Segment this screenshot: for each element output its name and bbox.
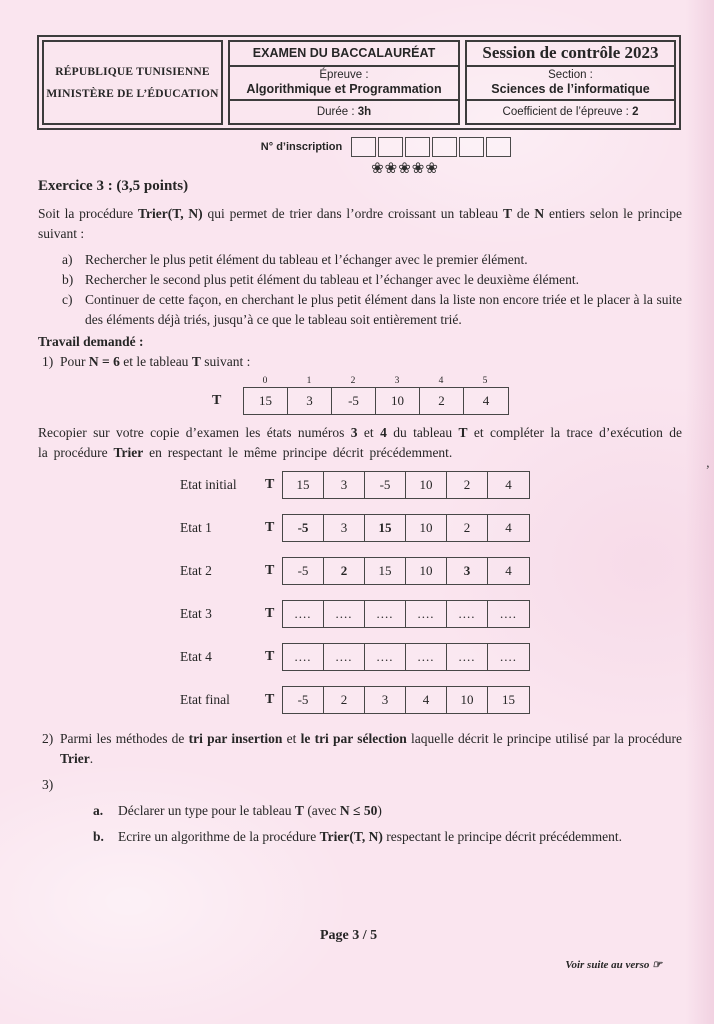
trace-row xyxy=(180,514,682,542)
trace-table xyxy=(38,471,682,714)
trace-row xyxy=(180,643,682,671)
principle-item-marker: b) xyxy=(62,272,74,287)
question-3-marker: 3) xyxy=(42,777,54,792)
principle-item xyxy=(62,270,682,290)
header-exam-cell xyxy=(228,40,460,125)
trace-cell: -5 xyxy=(283,515,324,541)
question-2 xyxy=(38,729,682,769)
trace-cell: 10 xyxy=(447,687,488,713)
array-index: 4 xyxy=(438,376,444,386)
array-t-label: T xyxy=(212,393,222,408)
question-2-marker: 2) xyxy=(42,731,54,746)
trace-cell: 4 xyxy=(505,563,512,578)
trace-row-strip xyxy=(282,471,530,499)
verso-note xyxy=(565,958,662,971)
trace-row xyxy=(180,557,682,585)
question-1-marker: 1) xyxy=(42,354,54,369)
principle-item-text: Rechercher le second plus petit élément du tableau et l’échanger avec le deuxième élément. xyxy=(85,272,580,287)
trace-cell: .... xyxy=(283,644,324,670)
trace-row-t-label: T xyxy=(265,520,275,535)
principle-item-marker: a) xyxy=(62,252,73,267)
trace-row-t-label: T xyxy=(265,649,275,664)
question-3a-marker: a. xyxy=(93,803,104,818)
trace-row xyxy=(180,600,682,628)
principle-item-text: Continuer de cette façon, en cherchant le plus petit élément dans la liste non encore triée et le placer à la suite des éléments déjà triés, jusqu’à ce que le tableau soit entièrement trié. xyxy=(85,292,682,327)
trace-cell: .... xyxy=(406,601,447,627)
exercise-body xyxy=(38,176,682,847)
trace-cell: 3 xyxy=(447,558,488,584)
epreuve-value: Algorithmique et Programmation xyxy=(246,81,442,96)
inscription-row xyxy=(0,137,714,157)
recopier-paragraph: Recopier sur votre copie d’examen les états numéros 3 et 4 du tableau T et compléter la trace d’exécution de la procédure Trier en respectant le même principe décrit précédemment. xyxy=(38,425,682,460)
principle-item xyxy=(62,250,682,270)
trace-row-label: Etat final xyxy=(180,692,230,707)
trace-cell: 10 xyxy=(406,558,447,584)
inscription-label: N° d’inscription xyxy=(260,141,343,153)
question-1 xyxy=(38,352,682,372)
trace-row-strip xyxy=(282,557,530,585)
republic-label: RÉPUBLIQUE TUNISIENNE xyxy=(55,65,210,78)
trace-row xyxy=(180,471,682,499)
inscription-boxes xyxy=(351,137,511,157)
array-cell: 10 xyxy=(376,388,420,414)
trace-cell: 2 xyxy=(324,687,365,713)
trace-cell: 10 xyxy=(406,515,447,541)
question-3a xyxy=(93,801,682,821)
trace-cell: 3 xyxy=(324,472,365,498)
trace-cell: .... xyxy=(500,606,517,621)
array-t-table xyxy=(212,376,682,415)
array-index: 2 xyxy=(350,376,356,386)
duree-row xyxy=(230,101,458,124)
array-index: 1 xyxy=(306,376,312,386)
array-cell: 15 xyxy=(244,388,288,414)
trace-cell: 4 xyxy=(406,687,447,713)
session-row xyxy=(467,42,674,67)
inscription-box xyxy=(378,137,403,157)
trace-cell: 10 xyxy=(406,472,447,498)
array-index: 0 xyxy=(262,376,268,386)
trace-cell: 3 xyxy=(324,515,365,541)
array-cell: -5 xyxy=(332,388,376,414)
trace-row-label: Etat 2 xyxy=(180,563,212,578)
pointing-hand-icon: ☞ xyxy=(652,959,662,971)
trace-cell: .... xyxy=(447,601,488,627)
trace-cell: .... xyxy=(365,601,406,627)
inscription-box xyxy=(432,137,457,157)
array-index-row xyxy=(243,376,682,387)
travail-heading: Travail demandé : xyxy=(38,334,144,349)
trace-row-label: Etat 1 xyxy=(180,520,212,535)
trace-row-label: Etat 4 xyxy=(180,649,212,664)
trace-cell: 15 xyxy=(365,515,406,541)
question-3b xyxy=(93,827,682,847)
trace-row-strip xyxy=(282,643,530,671)
section-value: Sciences de l’informatique xyxy=(491,81,650,96)
trace-cell: 4 xyxy=(505,520,512,535)
array-index: 5 xyxy=(482,376,488,386)
trace-row-t-label: T xyxy=(265,563,275,578)
trace-cell: -5 xyxy=(283,558,324,584)
question-2-text: Parmi les méthodes de tri par insertion et le tri par sélection laquelle décrit le principe utilisé par la procédure Trier. xyxy=(60,731,682,766)
trace-cell: -5 xyxy=(365,472,406,498)
principle-list xyxy=(38,250,682,330)
trace-row-t-label: T xyxy=(265,606,275,621)
question-3b-text: Ecrire un algorithme de la procédure Trier(T, N) respectant le principe décrit précédemment. xyxy=(118,829,623,844)
principle-item xyxy=(62,290,682,330)
page-number: Page 3 / 5 xyxy=(320,928,378,943)
intro-paragraph: Soit la procédure Trier(T, N) qui permet de trier dans l’ordre croissant un tableau T de N entiers selon le principe suivant : xyxy=(38,206,682,241)
trace-cell: 15 xyxy=(365,558,406,584)
trace-cell: .... xyxy=(365,644,406,670)
principle-item-marker: c) xyxy=(62,292,73,307)
epreuve-label: Épreuve : xyxy=(319,68,369,81)
trace-cell: .... xyxy=(447,644,488,670)
session-title: Session de contrôle 2023 xyxy=(482,43,659,63)
trace-row-strip xyxy=(282,686,530,714)
array-cell: 2 xyxy=(420,388,464,414)
header-table xyxy=(37,35,681,130)
question-3b-marker: b. xyxy=(93,829,104,844)
trace-cell: 15 xyxy=(502,692,515,707)
epreuve-row xyxy=(230,67,458,101)
trace-row xyxy=(180,686,682,714)
trace-row-t-label: T xyxy=(265,477,275,492)
trace-cell: .... xyxy=(283,601,324,627)
trace-cell: .... xyxy=(500,649,517,664)
question-3a-text: Déclarer un type pour le tableau T (avec N ≤ 50) xyxy=(118,803,382,818)
duree-value: Durée : 3h xyxy=(316,105,372,118)
trace-cell: .... xyxy=(406,644,447,670)
trace-cell: .... xyxy=(324,601,365,627)
trace-row-t-label: T xyxy=(265,692,275,707)
trace-cell: 2 xyxy=(447,515,488,541)
coefficient-row xyxy=(467,101,674,124)
trace-row-label: Etat initial xyxy=(180,477,237,492)
array-index: 3 xyxy=(394,376,400,386)
exam-title-row xyxy=(230,42,458,67)
trace-row-strip xyxy=(282,600,530,628)
section-row xyxy=(467,67,674,101)
inscription-box xyxy=(351,137,376,157)
flower-ornament-icon: ❀❀❀❀❀ xyxy=(371,161,439,177)
inscription-box xyxy=(459,137,484,157)
trace-row-label: Etat 3 xyxy=(180,606,212,621)
header-session-cell xyxy=(465,40,676,125)
exam-title: EXAMEN DU BACCALAURÉAT xyxy=(252,46,436,61)
principle-item-text: Rechercher le plus petit élément du tableau et l’échanger avec le premier élément. xyxy=(85,252,528,267)
ministry-label: MINISTÈRE DE L’ÉDUCATION xyxy=(46,87,219,100)
section-label: Section : xyxy=(548,68,593,81)
array-values-strip xyxy=(243,387,509,415)
trace-cell: -5 xyxy=(283,687,324,713)
trace-cell: .... xyxy=(324,644,365,670)
trace-cell: 2 xyxy=(447,472,488,498)
header-ministry-cell xyxy=(42,40,223,125)
verso-text: Voir suite au verso xyxy=(565,959,650,971)
inscription-box xyxy=(486,137,511,157)
trace-cell: 15 xyxy=(283,472,324,498)
trace-cell: 3 xyxy=(365,687,406,713)
scan-artifact-mark: ’ xyxy=(705,462,710,477)
inscription-box xyxy=(405,137,430,157)
array-cell: 4 xyxy=(482,393,490,408)
trace-cell: 4 xyxy=(505,477,512,492)
question-1-text: Pour N = 6 et le tableau T suivant : xyxy=(60,354,251,369)
exercise-title: Exercice 3 : (3,5 points) xyxy=(38,178,189,194)
coefficient-value: Coefficient de l’épreuve : 2 xyxy=(502,105,639,118)
trace-cell: 2 xyxy=(324,558,365,584)
array-cell: 3 xyxy=(288,388,332,414)
trace-row-strip xyxy=(282,514,530,542)
